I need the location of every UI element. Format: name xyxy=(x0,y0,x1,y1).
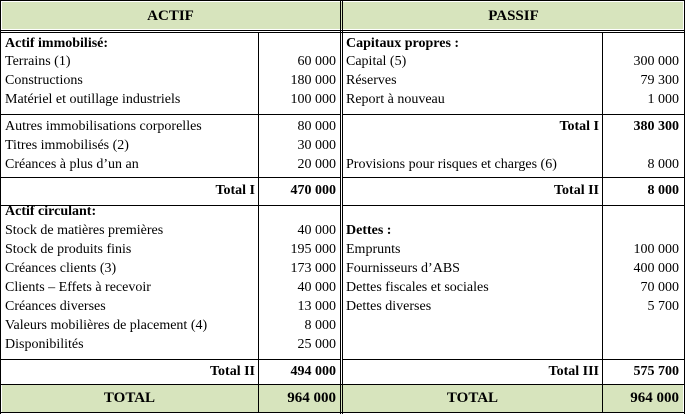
passif-row-label: Dettes diverses xyxy=(346,299,432,314)
actif-row-label: Valeurs mobilières de placement (4) xyxy=(5,318,208,333)
actif-row-value: 80 000 xyxy=(297,119,336,134)
passif-row-value: 400 000 xyxy=(633,261,679,276)
actif-row-label: Constructions xyxy=(5,73,83,88)
actif-total-ii-value: 494 000 xyxy=(290,364,336,379)
actif-row-value: 173 000 xyxy=(290,261,336,276)
passif-row-label: Report à nouveau xyxy=(346,92,445,107)
actif-total-i-label: Total I xyxy=(215,183,255,198)
actif-row-value: 30 000 xyxy=(297,138,336,153)
passif-row-label: Réserves xyxy=(346,73,397,88)
actif-row-label: Créances diverses xyxy=(5,299,106,314)
passif-row-value: 100 000 xyxy=(633,242,679,257)
passif-row-value: 70 000 xyxy=(640,280,679,295)
passif-row-value: 79 300 xyxy=(640,73,679,88)
passif-total-ii-value: 8 000 xyxy=(647,183,679,198)
actif-row-label: Autres immobilisations corporelles xyxy=(5,119,202,134)
actif-row-label: Disponibilités xyxy=(5,337,84,352)
actif-row-value: 60 000 xyxy=(297,54,336,69)
actif-row-label: Stock de matières premières xyxy=(5,223,164,238)
passif-capitaux-title: Capitaux propres : xyxy=(346,36,460,51)
actif-row-value: 100 000 xyxy=(290,92,336,107)
actif-row-value: 195 000 xyxy=(290,242,336,257)
actif-grand-total-label: TOTAL xyxy=(103,390,156,406)
actif-immobilise-title: Actif immobilisé: xyxy=(5,36,109,51)
actif-row-label: Créances clients (3) xyxy=(5,261,117,276)
passif-row-value: 1 000 xyxy=(647,92,679,107)
passif-row-label: Capital (5) xyxy=(346,54,407,69)
passif-total-i-value: 380 300 xyxy=(633,119,679,134)
passif-row-value: 5 700 xyxy=(647,299,679,314)
actif-row-label: Créances à plus d’un an xyxy=(5,157,139,172)
actif-row-value: 180 000 xyxy=(290,73,336,88)
passif-row-label: Emprunts xyxy=(346,242,401,257)
actif-row-label: Clients – Effets à recevoir xyxy=(5,280,151,295)
passif-header: PASSIF xyxy=(488,8,539,24)
passif-row-label: Fournisseurs d’ABS xyxy=(346,261,460,276)
actif-row-label: Terrains (1) xyxy=(5,54,71,69)
passif-row-value: 300 000 xyxy=(633,54,679,69)
passif-total-i-label: Total I xyxy=(559,119,599,134)
actif-total-ii-label: Total II xyxy=(209,364,255,379)
passif-provisions-label: Provisions pour risques et charges (6) xyxy=(346,157,557,172)
passif-grand-total-value: 964 000 xyxy=(630,390,679,406)
actif-row-value: 8 000 xyxy=(304,318,336,333)
passif-provisions-value: 8 000 xyxy=(647,157,679,172)
passif-total-iii-value: 575 700 xyxy=(633,364,679,379)
passif-grand-total-label: TOTAL xyxy=(446,390,499,406)
actif-row-value: 20 000 xyxy=(297,157,336,172)
actif-row-value: 25 000 xyxy=(297,337,336,352)
actif-circulant-title: Actif circulant: xyxy=(5,204,97,219)
actif-grand-total-value: 964 000 xyxy=(287,390,336,406)
passif-total-ii-label: Total II xyxy=(553,183,599,198)
passif-row-label: Dettes fiscales et sociales xyxy=(346,280,489,295)
actif-row-value: 40 000 xyxy=(297,280,336,295)
actif-row-value: 13 000 xyxy=(297,299,336,314)
actif-row-label: Titres immobilisés (2) xyxy=(5,138,129,153)
actif-row-label: Matériel et outillage industriels xyxy=(5,92,181,107)
passif-total-iii-label: Total III xyxy=(548,364,599,379)
actif-total-i-value: 470 000 xyxy=(290,183,336,198)
actif-header: ACTIF xyxy=(147,8,194,24)
passif-dettes-title: Dettes : xyxy=(346,223,392,238)
actif-row-label: Stock de produits finis xyxy=(5,242,132,257)
actif-row-value: 40 000 xyxy=(297,223,336,238)
